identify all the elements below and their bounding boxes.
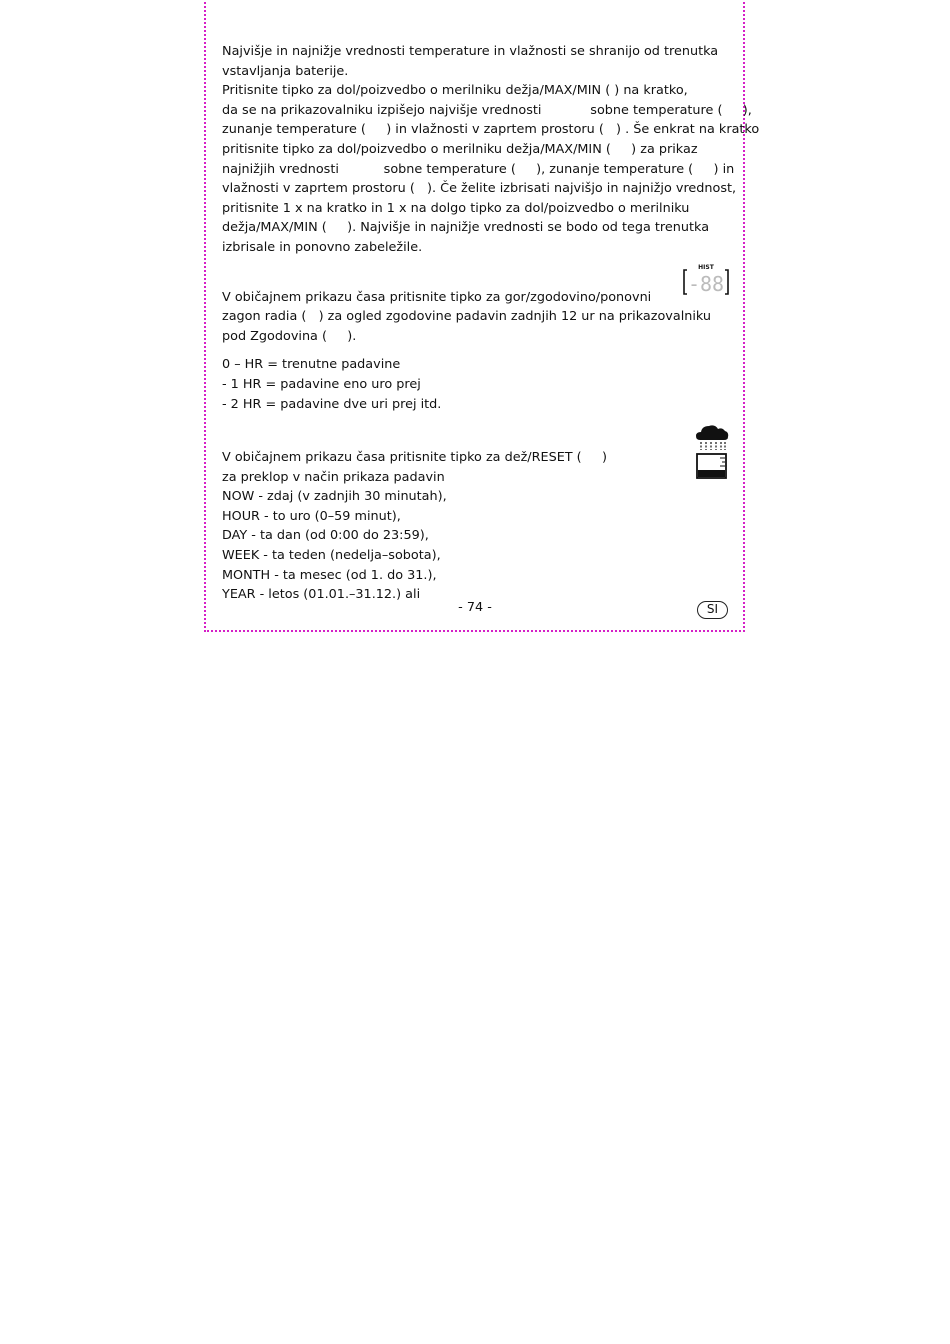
text-line: DAY - ta dan (od 0:00 do 23:59),	[222, 528, 429, 544]
text-line: da se na prikazovalniku izpišejo najvišje vrednosti sobne temperature ( ),	[222, 102, 752, 118]
text-line: najnižjih vrednosti sobne temperature ( ), zunanje temperature ( ) in	[222, 161, 735, 177]
text-line: vlažnosti v zaprtem prostoru ( ). Če želite izbrisati najvišjo in najnižjo vrednost,	[222, 181, 737, 197]
text-line: HOUR - to uro (0–59 minut),	[222, 508, 401, 524]
max-min-paragraph	[222, 42, 760, 258]
page-content	[222, 42, 760, 605]
text-line: pritisnite tipko za dol/poizvedbo o merilniku dežja/MAX/MIN ( ) za prikaz	[222, 141, 698, 157]
text-line: V običajnem prikazu časa pritisnite tipko za dež/RESET ( )	[222, 450, 607, 466]
history-section	[222, 288, 730, 415]
text-line: Pritisnite tipko za dol/poizvedbo o merilniku dežja/MAX/MIN ( ) na kratko,	[222, 83, 688, 99]
list-item: - 2 HR = padavine dve uri prej itd.	[222, 396, 442, 412]
history-list	[222, 355, 730, 414]
list-item: 0 – HR = trenutne padavine	[222, 357, 401, 373]
text-line: pritisnite 1 x na kratko in 1 x na dolgo tipko za dol/poizvedbo o merilniku	[222, 200, 690, 216]
text-line: zunanje temperature ( ) in vlažnosti v zaprtem prostoru ( ) . Še enkrat na kratko	[222, 122, 760, 138]
text-line: NOW - zdaj (v zadnjih 30 minutah),	[222, 489, 447, 505]
list-item: - 1 HR = padavine eno uro prej	[222, 376, 421, 392]
text-line: zagon radia ( ) za ogled zgodovine padavin zadnjih 12 ur na prikazovalniku	[222, 309, 712, 325]
hist-icon-digits: -88	[687, 272, 725, 296]
text-line: MONTH - ta mesec (od 1. do 31.),	[222, 567, 437, 583]
rain-gauge-icon	[694, 422, 730, 480]
hist-icon-label: HIST	[698, 264, 714, 271]
text-line: Najvišje in najnižje vrednosti temperature in vlažnosti se shranijo od trenutka	[222, 44, 719, 59]
text-line: izbrisale in ponovno zabeležile.	[222, 239, 423, 255]
text-line: pod Zgodovina ( ).	[222, 328, 357, 344]
text-line: YEAR - letos (01.01.–31.12.) ali	[222, 587, 421, 603]
text-line: WEEK - ta teden (nedelja–sobota),	[222, 548, 441, 564]
text-line: vstavljanja baterije.	[222, 63, 349, 79]
text-line: V običajnem prikazu časa pritisnite tipko za gor/zgodovino/ponovni	[222, 289, 652, 305]
history-display-icon	[682, 263, 730, 297]
rain-section	[222, 448, 730, 605]
text-line: za preklop v način prikaza padavin	[222, 469, 445, 485]
language-badge: SI	[697, 601, 728, 619]
page-number: - 74 -	[458, 600, 492, 615]
text-line: dežja/MAX/MIN ( ). Najvišje in najnižje vrednosti se bodo od tega trenutka	[222, 220, 710, 236]
